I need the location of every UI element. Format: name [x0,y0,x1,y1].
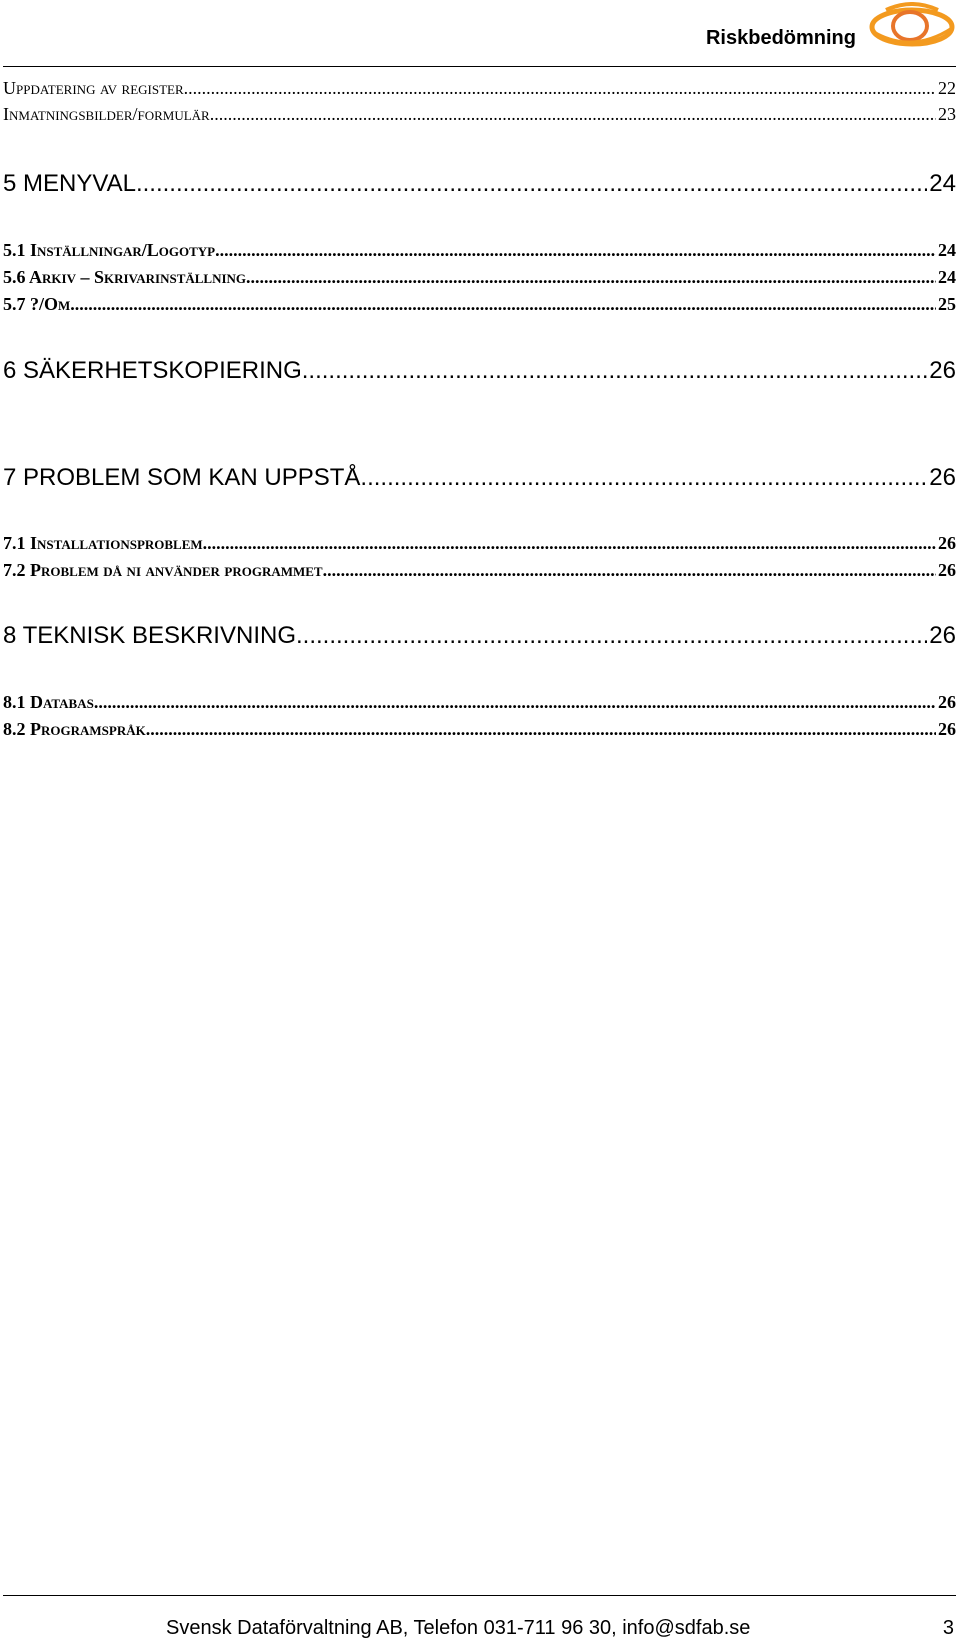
toc-leader-dots [296,622,927,650]
toc-leader-dots [203,533,936,554]
toc-leader-dots [323,560,936,581]
toc-entry[interactable] [3,170,956,198]
page-number: 3 [942,1617,954,1639]
toc-entry-page: 26 [929,357,956,384]
toc-entry[interactable] [3,719,956,740]
toc-entry-label: Uppdatering av register [3,78,184,98]
toc-entry-label: 7 PROBLEM SOM KAN UPPSTÅ [3,464,361,491]
toc-entry[interactable] [3,692,956,713]
toc-entry-page: 26 [938,560,956,580]
toc-entry-page: 24 [938,240,956,260]
toc-entry[interactable] [3,240,956,261]
toc-entry-label: 8.2 Programspråk [3,719,146,739]
footer-divider [3,1595,956,1596]
toc-entry-label: 5.7 ?/Om [3,294,71,314]
toc-entry-page: 26 [938,533,956,553]
toc-entry[interactable] [3,560,956,581]
toc-entry-label: 6 SÄKERHETSKOPIERING [3,357,302,384]
toc-leader-dots [246,267,936,288]
header-title: Riskbedömning [705,27,856,49]
toc-leader-dots [302,357,928,385]
toc-entry-label: 7.2 Problem då ni använder programmet [3,560,323,580]
toc-leader-dots [70,294,936,315]
toc-entry[interactable] [3,294,956,315]
toc-entry-label: Inmatningsbilder/formulär [3,104,210,124]
toc-entry-page: 24 [938,267,956,287]
toc-entry-label: 8 TEKNISK BESKRIVNING [3,622,296,649]
toc-entry-label: 5.1 Inställningar/Logotyp [3,240,216,260]
toc-entry[interactable] [3,78,956,99]
toc-entry-page: 26 [929,464,956,491]
header-divider [3,66,956,67]
toc-entry[interactable] [3,357,956,385]
toc-entry-label: 5 MENYVAL [3,170,136,197]
toc-entry-label: 5.6 Arkiv – Skrivarinställning [3,267,247,287]
toc-leader-dots [136,170,927,198]
toc-entry[interactable] [3,104,956,125]
toc-entry-label: 8.1 Databas [3,692,94,712]
toc-entry-page: 26 [938,692,956,712]
toc-leader-dots [360,464,927,492]
toc-leader-dots [215,240,936,261]
toc-entry[interactable] [3,464,956,492]
toc-entry[interactable] [3,267,956,288]
toc-entry-page: 24 [929,170,956,197]
toc-entry-page: 26 [929,622,956,649]
toc-leader-dots [146,719,936,740]
toc-entry-page: 25 [938,294,956,314]
toc-entry-label: 7.1 Installationsproblem [3,533,203,553]
toc-entry-page: 26 [938,719,956,739]
toc-entry[interactable] [3,533,956,554]
footer-contact-text: Svensk Dataförvaltning AB, Telefon 031-711 96 30, info@sdfab.se [166,1617,751,1639]
toc-entry-page: 22 [938,78,956,98]
eye-logo-icon [866,2,956,52]
toc-leader-dots [184,78,936,99]
toc-entry[interactable] [3,622,956,650]
toc-entry-page: 23 [938,104,956,124]
toc-leader-dots [94,692,936,713]
toc-leader-dots [210,104,936,125]
